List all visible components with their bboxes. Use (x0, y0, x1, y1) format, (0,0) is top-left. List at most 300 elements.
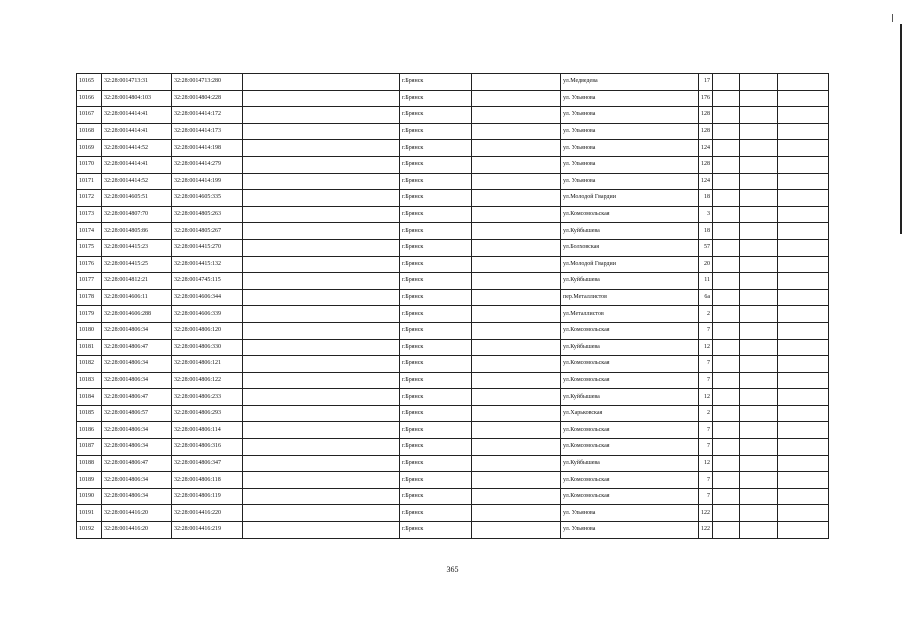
street-name: ул. Ульянова (561, 522, 699, 539)
cadastral-number-object: 32:28:0014414:173 (172, 123, 243, 140)
cadastral-number-object: 32:28:0014713:280 (172, 74, 243, 91)
record-number: 10185 (77, 405, 102, 422)
city-name: г.Брянск (400, 206, 472, 223)
house-number: 7 (699, 472, 713, 489)
empty-cell (472, 522, 561, 539)
city-name: г.Брянск (400, 455, 472, 472)
empty-cell (740, 256, 778, 273)
cadastral-number-parcel: 32:28:0014807:70 (102, 206, 172, 223)
cadastral-number-object: 32:28:0014414:199 (172, 173, 243, 190)
empty-cell (713, 356, 740, 373)
record-number: 10165 (77, 74, 102, 91)
empty-cell (243, 488, 400, 505)
empty-cell (740, 90, 778, 107)
city-name: г.Брянск (400, 239, 472, 256)
empty-cell (740, 405, 778, 422)
empty-cell (778, 405, 829, 422)
empty-cell (243, 107, 400, 124)
table-row (77, 405, 829, 422)
street-name: ул.Металлистов (561, 306, 699, 323)
city-name: г.Брянск (400, 405, 472, 422)
street-name: ул. Ульянова (561, 156, 699, 173)
empty-cell (740, 439, 778, 456)
house-number: 7 (699, 422, 713, 439)
empty-cell (713, 439, 740, 456)
empty-cell (778, 190, 829, 207)
empty-cell (243, 472, 400, 489)
empty-cell (713, 339, 740, 356)
empty-cell (740, 239, 778, 256)
empty-cell (472, 339, 561, 356)
empty-cell (713, 107, 740, 124)
street-name: ул.Комсомольская (561, 322, 699, 339)
empty-cell (243, 372, 400, 389)
cadastral-number-parcel: 32:28:0014416:20 (102, 505, 172, 522)
cadastral-number-parcel: 32:28:0014806:34 (102, 422, 172, 439)
table-row (77, 522, 829, 539)
street-name: ул. Ульянова (561, 140, 699, 157)
street-name: ул.Куйбышева (561, 455, 699, 472)
cadastral-number-parcel: 32:28:0014606:11 (102, 289, 172, 306)
table-row (77, 239, 829, 256)
empty-cell (713, 488, 740, 505)
empty-cell (713, 256, 740, 273)
cadastral-number-parcel: 32:28:0014812:21 (102, 273, 172, 290)
city-name: г.Брянск (400, 356, 472, 373)
cadastral-number-parcel: 32:28:0014806:47 (102, 339, 172, 356)
empty-cell (778, 356, 829, 373)
empty-cell (472, 190, 561, 207)
record-number: 10189 (77, 472, 102, 489)
empty-cell (778, 422, 829, 439)
empty-cell (740, 123, 778, 140)
empty-cell (713, 140, 740, 157)
empty-cell (713, 239, 740, 256)
street-name: ул.Молодой Гвардии (561, 190, 699, 207)
empty-cell (472, 206, 561, 223)
empty-cell (740, 289, 778, 306)
empty-cell (740, 422, 778, 439)
empty-cell (472, 422, 561, 439)
record-number: 10179 (77, 306, 102, 323)
empty-cell (472, 505, 561, 522)
cadastral-number-object: 32:28:0014416:220 (172, 505, 243, 522)
empty-cell (713, 422, 740, 439)
empty-cell (778, 74, 829, 91)
empty-cell (243, 356, 400, 373)
street-name: ул.Комсомольская (561, 422, 699, 439)
cadastral-number-parcel: 32:28:0014414:52 (102, 173, 172, 190)
street-name: ул.Комсомольская (561, 206, 699, 223)
cadastral-number-parcel: 32:28:0014414:41 (102, 156, 172, 173)
empty-cell (713, 223, 740, 240)
table-row (77, 439, 829, 456)
house-number: 12 (699, 389, 713, 406)
cadastral-number-object: 32:28:0014806:347 (172, 455, 243, 472)
empty-cell (472, 90, 561, 107)
empty-cell (713, 190, 740, 207)
house-number: 124 (699, 140, 713, 157)
house-number: 2 (699, 306, 713, 323)
city-name: г.Брянск (400, 306, 472, 323)
house-number: 7 (699, 488, 713, 505)
record-number: 10184 (77, 389, 102, 406)
city-name: г.Брянск (400, 505, 472, 522)
record-number: 10167 (77, 107, 102, 124)
empty-cell (472, 372, 561, 389)
empty-cell (778, 455, 829, 472)
cadastral-number-object: 32:28:0014745:115 (172, 273, 243, 290)
record-number: 10177 (77, 273, 102, 290)
empty-cell (778, 273, 829, 290)
cadastral-number-parcel: 32:28:0014806:34 (102, 439, 172, 456)
street-name: ул.Комсомольская (561, 356, 699, 373)
empty-cell (740, 107, 778, 124)
empty-cell (472, 389, 561, 406)
empty-cell (778, 90, 829, 107)
empty-cell (740, 522, 778, 539)
empty-cell (778, 439, 829, 456)
street-name: ул.Куйбышева (561, 273, 699, 290)
empty-cell (778, 389, 829, 406)
street-name: ул. Ульянова (561, 173, 699, 190)
cadastral-number-object: 32:28:0014606:344 (172, 289, 243, 306)
city-name: г.Брянск (400, 273, 472, 290)
record-number: 10169 (77, 140, 102, 157)
empty-cell (778, 522, 829, 539)
empty-cell (740, 339, 778, 356)
record-number: 10176 (77, 256, 102, 273)
cadastral-number-object: 32:28:0014804:228 (172, 90, 243, 107)
empty-cell (472, 256, 561, 273)
cadastral-number-parcel: 32:28:0014415:25 (102, 256, 172, 273)
cadastral-number-parcel: 32:28:0014805:86 (102, 223, 172, 240)
empty-cell (243, 140, 400, 157)
empty-cell (243, 156, 400, 173)
street-name: ул.Комсомольская (561, 372, 699, 389)
table-row (77, 173, 829, 190)
empty-cell (740, 488, 778, 505)
city-name: г.Брянск (400, 439, 472, 456)
empty-cell (740, 223, 778, 240)
cadastral-number-object: 32:28:0014414:279 (172, 156, 243, 173)
empty-cell (778, 173, 829, 190)
cadastral-number-parcel: 32:28:0014806:47 (102, 389, 172, 406)
empty-cell (778, 289, 829, 306)
cadastral-number-parcel: 32:28:0014414:41 (102, 123, 172, 140)
empty-cell (740, 206, 778, 223)
table-row (77, 123, 829, 140)
house-number: 12 (699, 339, 713, 356)
city-name: г.Брянск (400, 389, 472, 406)
house-number: 122 (699, 505, 713, 522)
record-number: 10191 (77, 505, 102, 522)
house-number: 6а (699, 289, 713, 306)
record-number: 10181 (77, 339, 102, 356)
empty-cell (472, 223, 561, 240)
record-number: 10172 (77, 190, 102, 207)
scan-tick-mark (892, 14, 893, 22)
cadastral-number-parcel: 32:28:0014416:20 (102, 522, 172, 539)
empty-cell (713, 273, 740, 290)
record-number: 10186 (77, 422, 102, 439)
cadastral-number-parcel: 32:28:0014414:52 (102, 140, 172, 157)
table-row (77, 140, 829, 157)
house-number: 20 (699, 256, 713, 273)
empty-cell (243, 505, 400, 522)
empty-cell (713, 389, 740, 406)
table-row (77, 488, 829, 505)
street-name: ул. Ульянова (561, 505, 699, 522)
city-name: г.Брянск (400, 322, 472, 339)
empty-cell (778, 472, 829, 489)
cadastral-number-parcel: 32:28:0014605:51 (102, 190, 172, 207)
house-number: 7 (699, 439, 713, 456)
table-row (77, 256, 829, 273)
empty-cell (740, 372, 778, 389)
table-row (77, 306, 829, 323)
empty-cell (472, 107, 561, 124)
empty-cell (713, 505, 740, 522)
cadastral-number-object: 32:28:0014806:330 (172, 339, 243, 356)
record-number: 10182 (77, 356, 102, 373)
house-number: 57 (699, 239, 713, 256)
empty-cell (713, 289, 740, 306)
cadastral-number-object: 32:28:0014414:198 (172, 140, 243, 157)
empty-cell (740, 190, 778, 207)
cadastral-number-parcel: 32:28:0014804:103 (102, 90, 172, 107)
empty-cell (778, 488, 829, 505)
empty-cell (713, 173, 740, 190)
city-name: г.Брянск (400, 472, 472, 489)
empty-cell (713, 90, 740, 107)
house-number: 176 (699, 90, 713, 107)
empty-cell (243, 389, 400, 406)
empty-cell (778, 107, 829, 124)
empty-cell (713, 306, 740, 323)
cadastral-number-object: 32:28:0014605:335 (172, 190, 243, 207)
house-number: 128 (699, 123, 713, 140)
empty-cell (740, 273, 778, 290)
empty-cell (778, 372, 829, 389)
empty-cell (243, 74, 400, 91)
city-name: г.Брянск (400, 488, 472, 505)
street-name: ул.Медведева (561, 74, 699, 91)
city-name: г.Брянск (400, 422, 472, 439)
empty-cell (243, 173, 400, 190)
empty-cell (243, 239, 400, 256)
table-row (77, 339, 829, 356)
table-row (77, 74, 829, 91)
empty-cell (472, 455, 561, 472)
empty-cell (778, 339, 829, 356)
record-number: 10173 (77, 206, 102, 223)
empty-cell (243, 223, 400, 240)
empty-cell (472, 74, 561, 91)
cadastral-number-parcel: 32:28:0014414:41 (102, 107, 172, 124)
cadastral-number-parcel: 32:28:0014606:288 (102, 306, 172, 323)
record-number: 10190 (77, 488, 102, 505)
street-name: ул.Молодой Гвардии (561, 256, 699, 273)
street-name: ул.Болховская (561, 239, 699, 256)
empty-cell (778, 322, 829, 339)
cadastral-number-parcel: 32:28:0014806:57 (102, 405, 172, 422)
empty-cell (713, 156, 740, 173)
city-name: г.Брянск (400, 289, 472, 306)
empty-cell (472, 239, 561, 256)
cadastral-number-object: 32:28:0014606:339 (172, 306, 243, 323)
street-name: ул.Харьковская (561, 405, 699, 422)
cadastral-number-parcel: 32:28:0014806:34 (102, 488, 172, 505)
cadastral-number-object: 32:28:0014805:263 (172, 206, 243, 223)
empty-cell (472, 306, 561, 323)
record-number: 10180 (77, 322, 102, 339)
empty-cell (713, 405, 740, 422)
table-row (77, 223, 829, 240)
cadastral-number-object: 32:28:0014806:233 (172, 389, 243, 406)
empty-cell (243, 339, 400, 356)
record-number: 10187 (77, 439, 102, 456)
house-number: 12 (699, 455, 713, 472)
empty-cell (243, 123, 400, 140)
record-number: 10192 (77, 522, 102, 539)
house-number: 7 (699, 372, 713, 389)
cadastral-number-parcel: 32:28:0014806:34 (102, 372, 172, 389)
empty-cell (243, 422, 400, 439)
house-number: 122 (699, 522, 713, 539)
street-name: пер.Металлистов (561, 289, 699, 306)
house-number: 128 (699, 107, 713, 124)
house-number: 3 (699, 206, 713, 223)
empty-cell (778, 206, 829, 223)
house-number: 18 (699, 223, 713, 240)
empty-cell (778, 123, 829, 140)
register-table-body (77, 74, 829, 539)
empty-cell (778, 505, 829, 522)
cadastral-number-object: 32:28:0014806:120 (172, 322, 243, 339)
cadastral-number-parcel: 32:28:0014806:34 (102, 472, 172, 489)
cadastral-number-parcel: 32:28:0014415:23 (102, 239, 172, 256)
empty-cell (472, 439, 561, 456)
empty-cell (243, 306, 400, 323)
empty-cell (740, 472, 778, 489)
empty-cell (713, 455, 740, 472)
cadastral-number-object: 32:28:0014806:122 (172, 372, 243, 389)
empty-cell (243, 190, 400, 207)
house-number: 124 (699, 173, 713, 190)
empty-cell (472, 488, 561, 505)
cadastral-number-object: 32:28:0014414:172 (172, 107, 243, 124)
empty-cell (472, 472, 561, 489)
table-row (77, 90, 829, 107)
empty-cell (740, 455, 778, 472)
record-number: 10178 (77, 289, 102, 306)
empty-cell (713, 123, 740, 140)
empty-cell (243, 405, 400, 422)
record-number: 10168 (77, 123, 102, 140)
empty-cell (243, 439, 400, 456)
empty-cell (472, 289, 561, 306)
cadastral-number-parcel: 32:28:0014806:34 (102, 356, 172, 373)
empty-cell (713, 372, 740, 389)
empty-cell (778, 239, 829, 256)
street-name: ул.Куйбышева (561, 389, 699, 406)
city-name: г.Брянск (400, 339, 472, 356)
empty-cell (740, 156, 778, 173)
record-number: 10170 (77, 156, 102, 173)
cadastral-number-object: 32:28:0014806:118 (172, 472, 243, 489)
empty-cell (713, 322, 740, 339)
table-row (77, 455, 829, 472)
empty-cell (472, 123, 561, 140)
house-number: 17 (699, 74, 713, 91)
street-name: ул.Комсомольская (561, 472, 699, 489)
empty-cell (472, 356, 561, 373)
table-row (77, 472, 829, 489)
table-row (77, 156, 829, 173)
city-name: г.Брянск (400, 107, 472, 124)
empty-cell (713, 74, 740, 91)
empty-cell (472, 405, 561, 422)
empty-cell (472, 273, 561, 290)
cadastral-number-object: 32:28:0014806:293 (172, 405, 243, 422)
empty-cell (740, 173, 778, 190)
empty-cell (740, 74, 778, 91)
empty-cell (472, 322, 561, 339)
empty-cell (243, 522, 400, 539)
table-row (77, 206, 829, 223)
cadastral-number-object: 32:28:0014806:119 (172, 488, 243, 505)
record-number: 10174 (77, 223, 102, 240)
street-name: ул. Ульянова (561, 107, 699, 124)
table-row (77, 389, 829, 406)
street-name: ул.Комсомольская (561, 488, 699, 505)
record-number: 10175 (77, 239, 102, 256)
empty-cell (713, 206, 740, 223)
table-row (77, 372, 829, 389)
table-row (77, 190, 829, 207)
empty-cell (243, 455, 400, 472)
empty-cell (778, 156, 829, 173)
city-name: г.Брянск (400, 90, 472, 107)
cadastral-number-object: 32:28:0014416:219 (172, 522, 243, 539)
empty-cell (243, 322, 400, 339)
house-number: 2 (699, 405, 713, 422)
street-name: ул.Комсомольская (561, 439, 699, 456)
empty-cell (472, 156, 561, 173)
city-name: г.Брянск (400, 223, 472, 240)
city-name: г.Брянск (400, 190, 472, 207)
empty-cell (713, 472, 740, 489)
table-row (77, 322, 829, 339)
empty-cell (778, 256, 829, 273)
empty-cell (740, 356, 778, 373)
empty-cell (243, 256, 400, 273)
empty-cell (243, 273, 400, 290)
city-name: г.Брянск (400, 140, 472, 157)
record-number: 10188 (77, 455, 102, 472)
register-table (76, 73, 829, 539)
empty-cell (778, 140, 829, 157)
empty-cell (740, 505, 778, 522)
house-number: 18 (699, 190, 713, 207)
record-number: 10166 (77, 90, 102, 107)
cadastral-number-object: 32:28:0014415:132 (172, 256, 243, 273)
street-name: ул. Ульянова (561, 90, 699, 107)
empty-cell (243, 206, 400, 223)
cadastral-number-object: 32:28:0014806:316 (172, 439, 243, 456)
cadastral-number-parcel: 32:28:0014806:34 (102, 322, 172, 339)
